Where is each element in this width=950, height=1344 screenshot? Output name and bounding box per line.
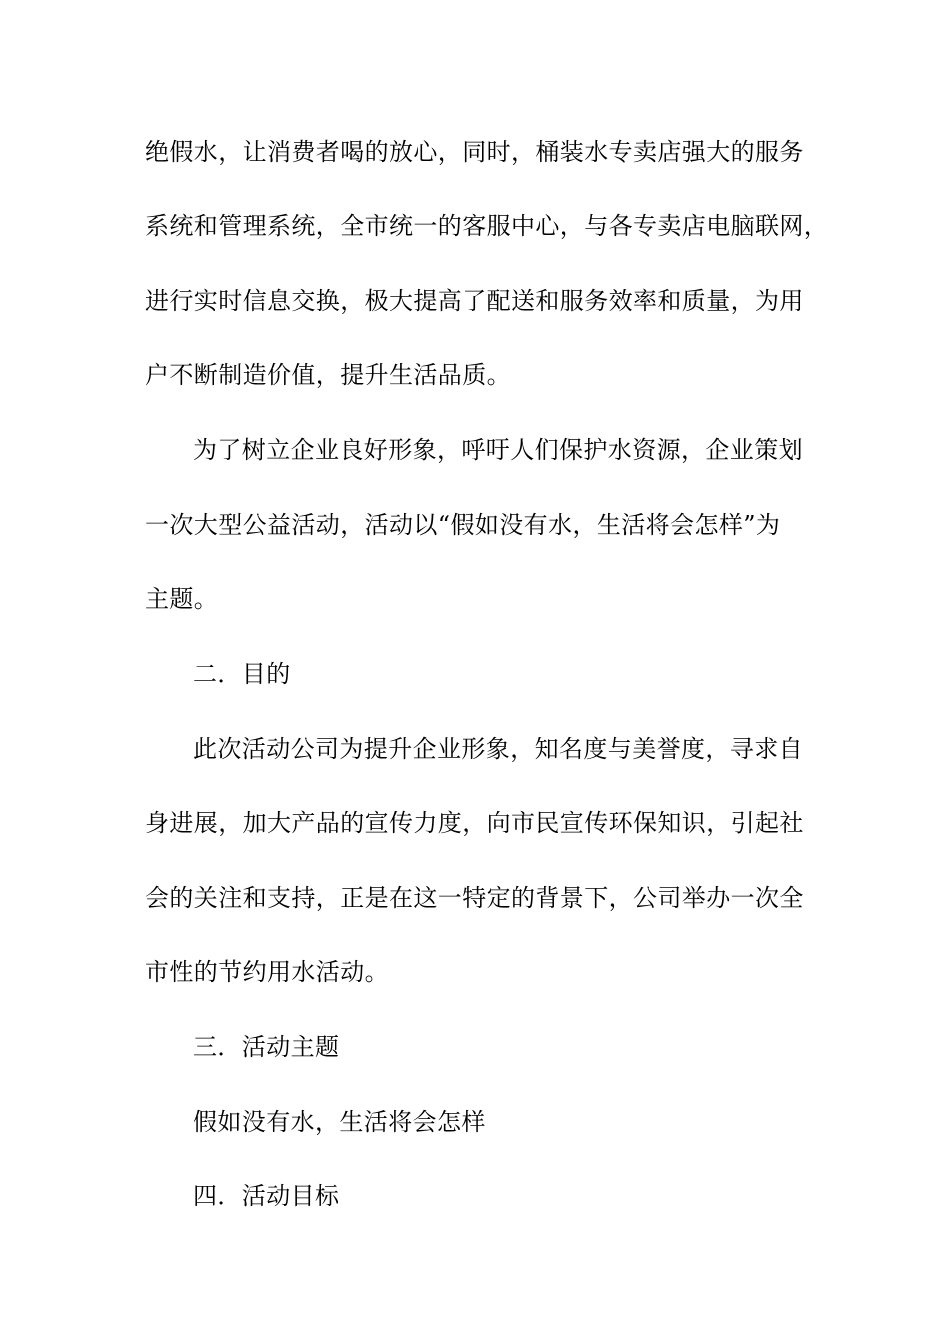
section-heading-purpose: 二．目的 <box>193 660 291 688</box>
body-text-line: 会的关注和支持，正是在这一特定的背景下，公司举办一次全 <box>145 884 804 912</box>
body-text-line: 身进展，加大产品的宣传力度，向市民宣传环保知识，引起社 <box>145 809 804 837</box>
paragraph-first-line: 此次活动公司为提升企业形象，知名度与美誉度，寻求自 <box>193 735 803 763</box>
body-text-line: 一次大型公益活动，活动以“假如没有水，生活将会怎样”为 <box>145 511 781 539</box>
section-heading-theme: 三．活动主题 <box>193 1033 340 1061</box>
section-heading-goals: 四．活动目标 <box>193 1182 340 1210</box>
body-text-line: 进行实时信息交换，极大提高了配送和服务效率和质量，为用 <box>145 287 804 315</box>
body-text-line: 绝假水，让消费者喝的放心，同时，桶装水专卖店强大的服务 <box>145 138 804 166</box>
paragraph-first-line: 为了树立企业良好形象，呼吁人们保护水资源，企业策划 <box>193 436 803 464</box>
body-text-line: 户不断制造价值，提升生活品质。 <box>145 361 511 389</box>
theme-text: 假如没有水，生活将会怎样 <box>193 1108 486 1136</box>
body-text-line: 主题。 <box>145 585 219 613</box>
body-text-line: 市性的节约用水活动。 <box>145 958 389 986</box>
body-text-line: 系统和管理系统，全市统一的客服中心，与各专卖店电脑联网， <box>145 212 829 240</box>
